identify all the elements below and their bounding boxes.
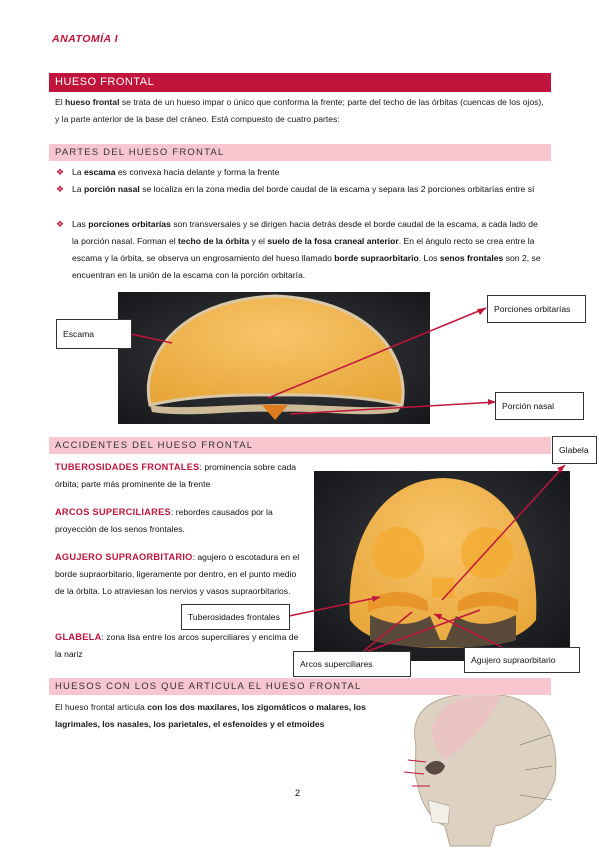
accident-definition: : rebordes causados por la proyección de los senos frontales. <box>55 507 273 534</box>
label-porciones-orbitarias: Porciones orbitarías <box>487 295 586 323</box>
accident-term: ARCOS SUPERCILIARES <box>55 507 171 517</box>
page-number: 2 <box>295 788 301 798</box>
label-escama: Escama <box>56 319 132 349</box>
accident-definition: : agujero o escotadura en el borde supraorbitario, ligeramente por dentro, en el punto medio de la órbita. Lo atraviesan los nervios y vasos supraorbitarios. <box>55 552 300 596</box>
course-title: ANATOMÍA I <box>52 33 119 45</box>
section-title-articulaciones: HUESOS CON LOS QUE ARTICULA EL HUESO FRONTAL <box>49 678 551 695</box>
label-porcion-nasal: Porción nasal <box>495 392 584 420</box>
section-title-hueso-frontal: HUESO FRONTAL <box>49 73 551 92</box>
articulations-prefix: El hueso frontal articula <box>55 702 148 712</box>
label-glabela: Glabela <box>552 436 597 464</box>
intro-bold: hueso frontal <box>65 97 120 107</box>
label-tuberosidades: Tuberosidades frontales <box>181 604 290 630</box>
intro-rest: se trata de un hueso impar o único que conforma la frente; parte del techo de las órbitas (cuencas de los ojos), y la parte anterior de la base del cráneo. Está compuesto de cuatro partes: <box>55 97 544 124</box>
section-title-accidentes: ACCIDENTES DEL HUESO FRONTAL <box>49 437 551 454</box>
diamond-bullet-icon: ❖ <box>56 184 65 194</box>
accident-term: AGUJERO SUPRAORBITARIO <box>55 552 193 562</box>
tuberosity-left-shape <box>372 527 424 579</box>
accident-definition: : zona lisa entre los arcos superciliares y encima de la nariz <box>55 632 299 659</box>
list-item-text: La porción nasal se localiza en la zona media del borde caudal de la escama y separa las 2 porciones orbitarías entre sí <box>72 184 535 194</box>
diamond-bullet-icon: ❖ <box>56 167 65 177</box>
accident-item <box>55 629 303 663</box>
accident-item <box>55 459 303 493</box>
accident-item <box>55 549 303 600</box>
articulations-paragraph <box>55 699 403 733</box>
label-agujero-supraorbitario: Agujero supraorbitario <box>464 647 580 673</box>
accident-definition: : prominencia sobre cada órbita; parte más prominente de la frente <box>55 462 297 489</box>
arrow-head-icon <box>477 308 486 315</box>
section-title-partes: PARTES DEL HUESO FRONTAL <box>49 144 551 161</box>
accident-item <box>55 504 303 538</box>
accident-term: GLABELA <box>55 632 102 642</box>
label-arcos-superciliares: Arcos superciliares <box>293 651 411 677</box>
articulations-bold: con los dos maxilares, los zigomáticos o malares, los lagrimales, los nasales, los parietales, el esfenoides y el etmoides <box>55 702 366 729</box>
list-item-text: Las porciones orbitarías son transversales y se dirigen hacia detrás desde el borde caudal de la escama, a cada lado de la porción nasal. Forman el techo de la órbita y el suelo de la fosa craneal anterior. En el ángulo recto se crea entre la escama y la órbita, se observa un engrosamiento del hueso llamado borde supraorbitario. Los senos frontales son 2, se encuentran en la unión de la escama con la porción orbitaría. <box>72 219 541 280</box>
list-item-text: La escama es convexa hacia delante y forma la frente <box>72 167 280 177</box>
intro-prefix: El <box>55 97 66 107</box>
diamond-bullet-icon: ❖ <box>56 219 65 229</box>
accident-term: TUBEROSIDADES FRONTALES <box>55 462 200 472</box>
glabela-shape <box>432 578 454 598</box>
